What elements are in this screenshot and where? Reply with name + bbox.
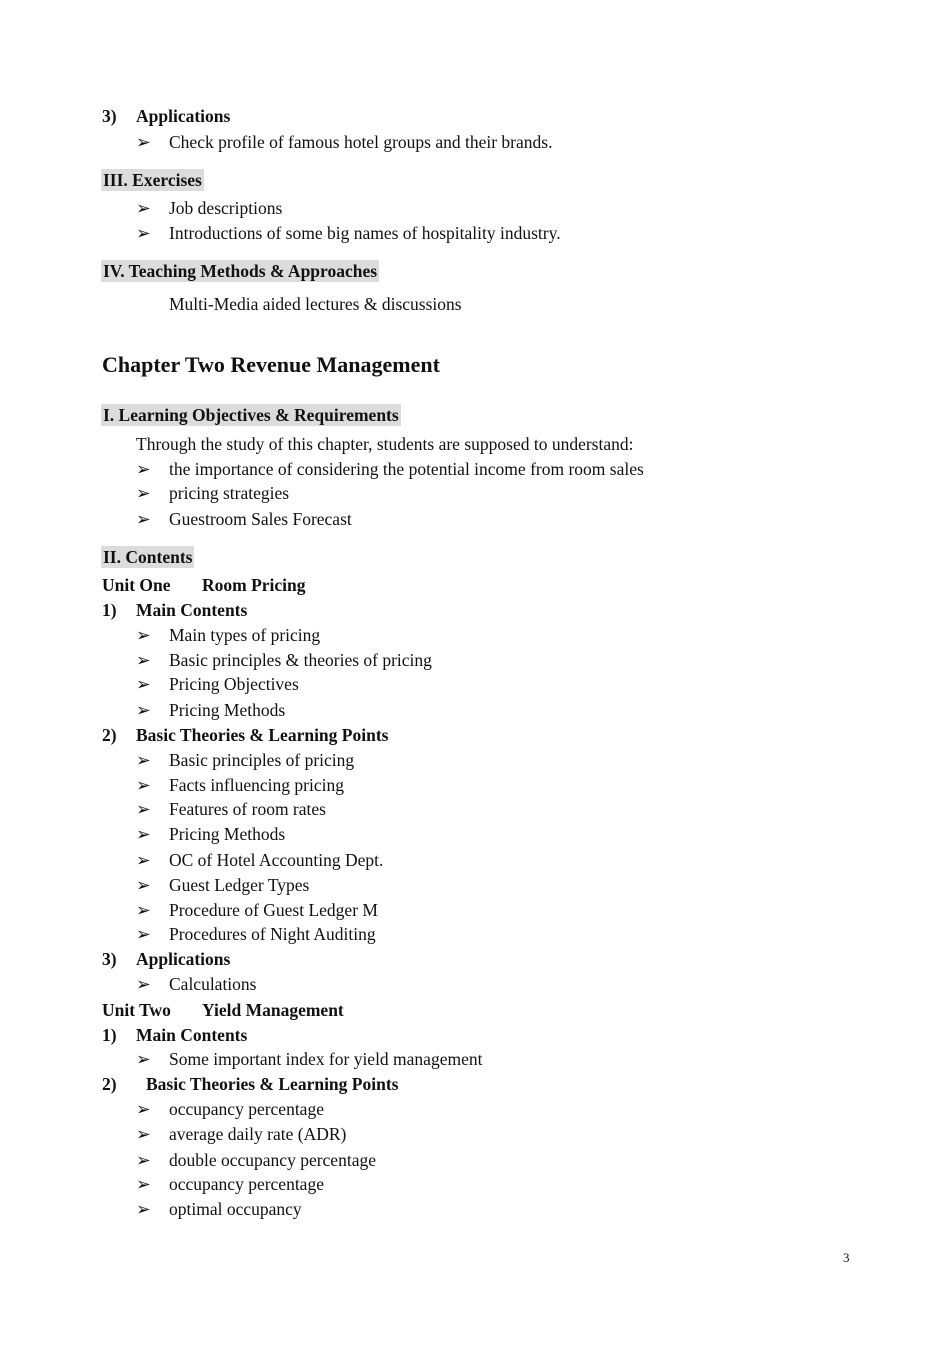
bullet-icon: ➢ xyxy=(136,132,151,152)
paragraph: Through the study of this chapter, students are supposed to understand: xyxy=(136,434,634,454)
list-item: Check profile of famous hotel groups and their brands. xyxy=(169,132,553,152)
list-item: OC of Hotel Accounting Dept. xyxy=(169,850,384,870)
bullet-icon: ➢ xyxy=(136,1049,151,1069)
bullet-icon: ➢ xyxy=(136,924,151,944)
section-number: 2) xyxy=(102,1074,117,1094)
list-item: Guestroom Sales Forecast xyxy=(169,509,352,529)
section-title: Main Contents xyxy=(136,600,248,620)
bullet-icon: ➢ xyxy=(136,625,151,645)
unit-title: Room Pricing xyxy=(202,575,306,595)
bullet-icon: ➢ xyxy=(136,824,151,844)
list-item: occupancy percentage xyxy=(169,1099,324,1119)
bullet-icon: ➢ xyxy=(136,1174,151,1194)
list-item: Some important index for yield management xyxy=(169,1049,483,1069)
unit-title: Yield Management xyxy=(202,1000,344,1020)
bullet-icon: ➢ xyxy=(136,1124,151,1144)
section-number: 1) xyxy=(102,1025,117,1045)
section-title: Basic Theories & Learning Points xyxy=(136,725,389,745)
list-item: occupancy percentage xyxy=(169,1174,324,1194)
bullet-icon: ➢ xyxy=(136,1199,151,1219)
list-item: Pricing Methods xyxy=(169,824,286,844)
section-title: Main Contents xyxy=(136,1025,248,1045)
paragraph: Multi-Media aided lectures & discussions xyxy=(169,294,462,314)
bullet-icon: ➢ xyxy=(136,459,151,479)
bullet-icon: ➢ xyxy=(136,850,151,870)
unit-label: Unit One xyxy=(102,575,171,595)
list-item: Introductions of some big names of hospitality industry. xyxy=(169,223,561,243)
page-number: 3 xyxy=(843,1250,850,1265)
list-item: average daily rate (ADR) xyxy=(169,1124,347,1144)
bullet-icon: ➢ xyxy=(136,974,151,994)
bullet-icon: ➢ xyxy=(136,900,151,920)
list-item: Procedure of Guest Ledger M xyxy=(169,900,378,920)
list-item: Main types of pricing xyxy=(169,625,321,645)
bullet-icon: ➢ xyxy=(136,875,151,895)
section-title: Applications xyxy=(136,106,231,126)
chapter-title: Chapter Two Revenue Management xyxy=(102,352,440,377)
section-heading: I. Learning Objectives & Requirements xyxy=(103,405,399,425)
list-item: double occupancy percentage xyxy=(169,1150,376,1170)
section-heading: IV. Teaching Methods & Approaches xyxy=(103,261,378,281)
list-item: Job descriptions xyxy=(169,198,283,218)
bullet-icon: ➢ xyxy=(136,674,151,694)
section-heading: II. Contents xyxy=(103,547,193,567)
section-title: Applications xyxy=(136,949,231,969)
unit-label: Unit Two xyxy=(102,1000,171,1020)
bullet-icon: ➢ xyxy=(136,509,151,529)
bullet-icon: ➢ xyxy=(136,799,151,819)
bullet-icon: ➢ xyxy=(136,775,151,795)
list-item: Basic principles of pricing xyxy=(169,750,355,770)
list-item: Pricing Methods xyxy=(169,700,286,720)
section-number: 3) xyxy=(102,106,117,126)
bullet-icon: ➢ xyxy=(136,483,151,503)
bullet-icon: ➢ xyxy=(136,1150,151,1170)
section-number: 3) xyxy=(102,949,117,969)
bullet-icon: ➢ xyxy=(136,223,151,243)
list-item: Pricing Objectives xyxy=(169,674,299,694)
section-title: Basic Theories & Learning Points xyxy=(146,1074,399,1094)
list-item: Guest Ledger Types xyxy=(169,875,310,895)
list-item: Basic principles & theories of pricing xyxy=(169,650,432,670)
bullet-icon: ➢ xyxy=(136,650,151,670)
list-item: Calculations xyxy=(169,974,257,994)
list-item: Facts influencing pricing xyxy=(169,775,344,795)
section-number: 2) xyxy=(102,725,117,745)
bullet-icon: ➢ xyxy=(136,1099,151,1119)
list-item: Features of room rates xyxy=(169,799,326,819)
bullet-icon: ➢ xyxy=(136,750,151,770)
section-number: 1) xyxy=(102,600,117,620)
bullet-icon: ➢ xyxy=(136,198,151,218)
list-item: optimal occupancy xyxy=(169,1199,302,1219)
list-item: the importance of considering the potential income from room sales xyxy=(169,459,644,479)
list-item: pricing strategies xyxy=(169,483,290,503)
section-heading: III. Exercises xyxy=(103,170,202,190)
list-item: Procedures of Night Auditing xyxy=(169,924,376,944)
bullet-icon: ➢ xyxy=(136,700,151,720)
